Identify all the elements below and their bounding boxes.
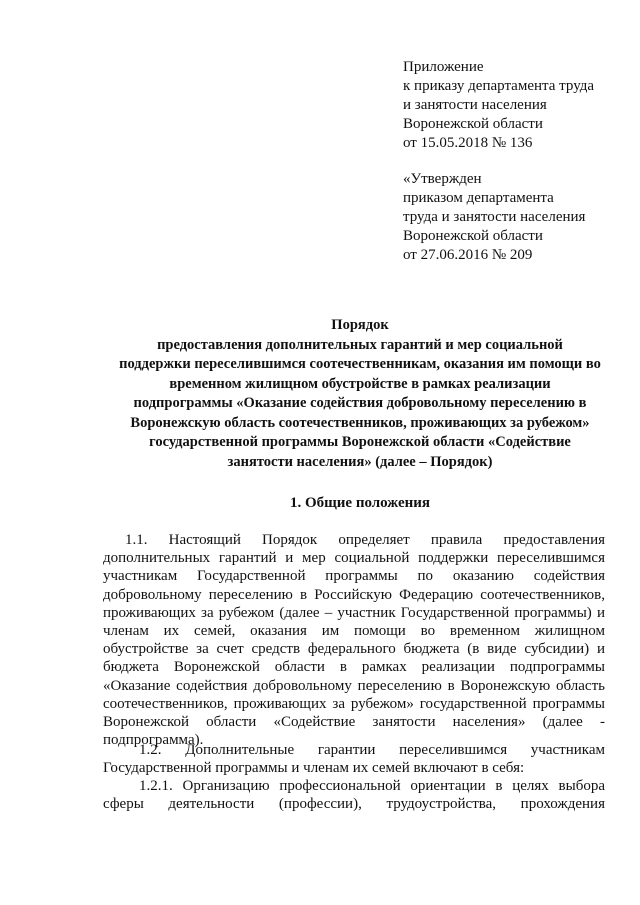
approval-line: «Утвержден (403, 171, 482, 187)
paragraph-line: 1.1. Настоящий Порядок определяет правила предоставления (125, 532, 605, 548)
paragraph-line: сферы деятельности (профессии), трудоустройства, прохождения (103, 796, 605, 813)
document-title (100, 316, 620, 472)
paragraph-1-2-1 (103, 777, 605, 813)
paragraph-line: 1.2.1. Организацию профессиональной ориентации в целях выбора (139, 778, 605, 794)
paragraph-line: Государственной программы и членам их семей включают в себя: (103, 760, 525, 777)
annex-line: к приказу департамента труда (403, 78, 595, 94)
title-line: подпрограммы «Оказание содействия добровольному переселению в (133, 395, 587, 411)
paragraph-line: добровольному переселению в Российскую Федерацию соотечественников, (103, 586, 605, 603)
title-line: Воронежскую область соотечественников, проживающих за рубежом» (130, 414, 590, 431)
paragraph-line: подпрограмма). (103, 732, 204, 749)
paragraph-line: соотечественников, проживающих за рубежом» государственной программы (103, 695, 605, 712)
paragraph-1-1 (103, 531, 605, 749)
paragraph-line: «Оказание содействия добровольному переселению в Воронежскую область (103, 677, 605, 694)
title-line: поддержки переселившимся соотечественникам, оказания им помощи во (119, 356, 601, 372)
annex-line: и занятости населения (403, 97, 547, 113)
approval-line: приказом департамента (403, 190, 554, 206)
annex-line: Воронежской области (403, 116, 543, 132)
paragraph-line: проживающих за рубежом (далее – участник Государственной программы) и (103, 604, 605, 621)
title-line: предоставления дополнительных гарантий и мер социальной (157, 336, 563, 353)
title-line: временном жилищном обустройстве в рамках реализации (169, 375, 551, 392)
paragraph-line: 1.2. Дополнительные гарантии переселившимся участникам (139, 742, 605, 758)
paragraph-line: участникам Государственной программы по оказанию содействия (103, 568, 605, 585)
title-line: государственной программы Воронежской области «Содействие (149, 434, 571, 450)
annex-line: от 15.05.2018 № 136 (403, 135, 533, 151)
title-line: занятости населения» (далее – Порядок) (227, 453, 493, 470)
approval-line: Воронежской области (403, 228, 543, 244)
approval-line: от 27.06.2016 № 209 (403, 247, 533, 263)
paragraph-line: дополнительных гарантий и мер социальной поддержки переселившимся (103, 550, 605, 567)
paragraph-line: бюджета Воронежской области в рамках реализации подпрограммы (103, 659, 605, 676)
paragraph-1-2 (103, 741, 605, 777)
approval-stamp-text (403, 170, 633, 265)
paragraph-line: обустройстве за счет средств федерального бюджета (в виде субсидии) и (103, 641, 605, 658)
annex-header (403, 58, 633, 153)
title-line: Порядок (331, 317, 389, 333)
approval-line: труда и занятости населения (403, 209, 586, 225)
paragraph-line: Воронежской области «Содействие занятости населения» (далее - (103, 713, 605, 730)
annex-line: Приложение (403, 59, 484, 75)
section-heading: 1. Общие положения (289, 495, 431, 511)
paragraph-line: членам их семей, оказания им помощи во временном жилищном (103, 622, 605, 639)
